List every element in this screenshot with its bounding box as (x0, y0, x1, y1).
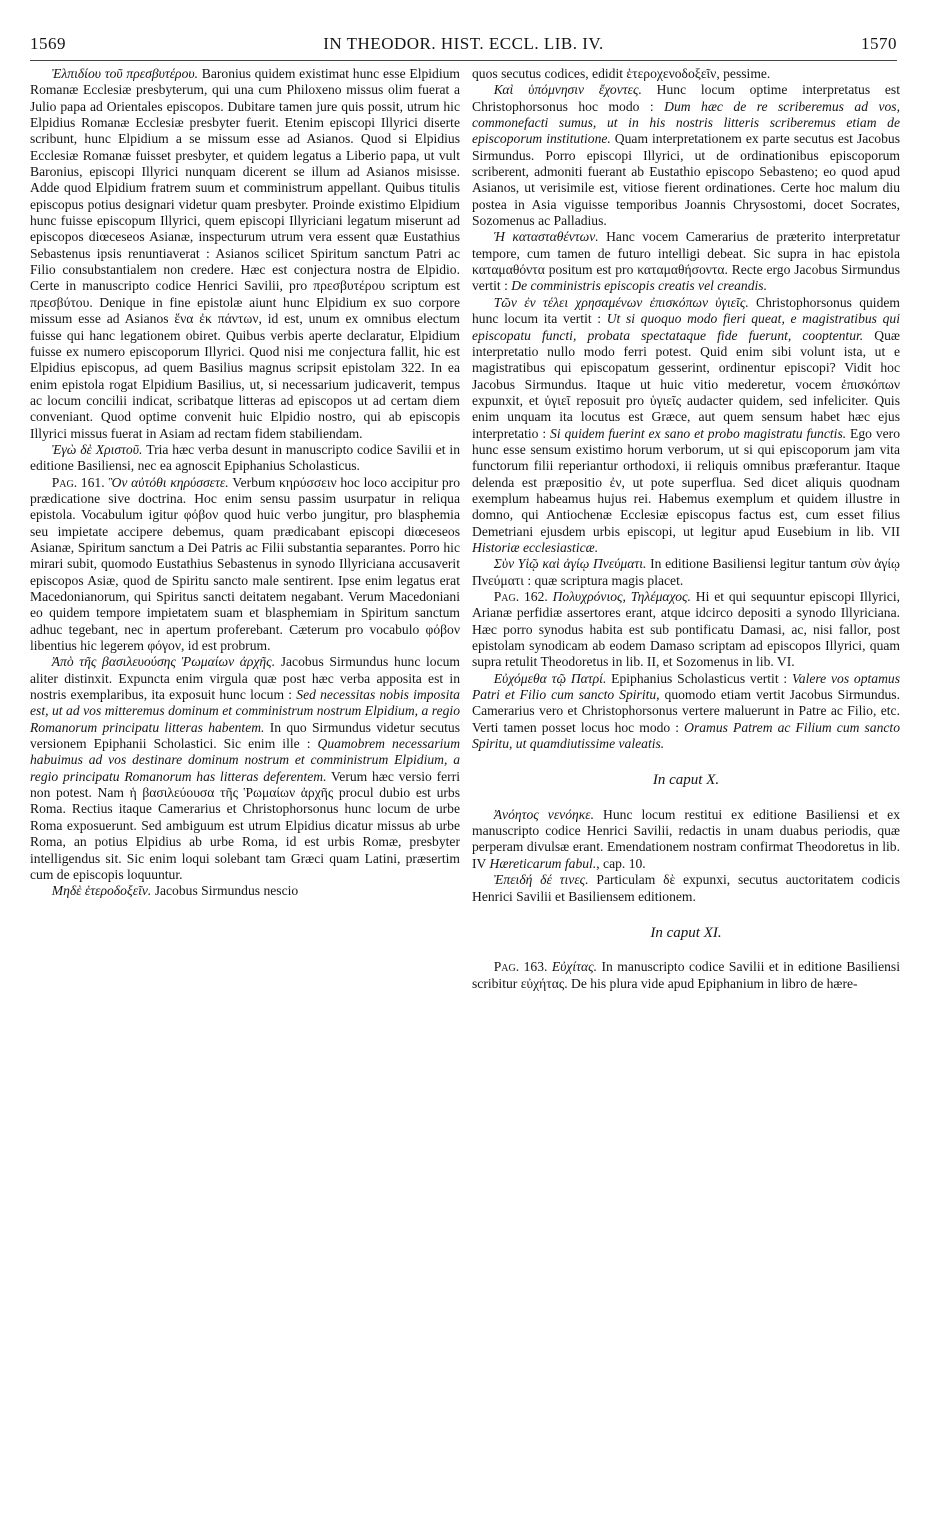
page-ref: Pag. 163. (493, 959, 548, 975)
quoted-translation: Hæreticarum fabul. (489, 855, 597, 871)
note-text: In manuscripto codice Savilii et in editione Basiliensi scribitur εὐχήτας. De his plura vide apud Epiphanium in libro de hære- (472, 959, 900, 991)
greek-lemma: Καὶ ὑπόμνησιν ἔχοντες. (493, 82, 642, 98)
quoted-translation: De comministris episcopis creatis vel creandis. (511, 278, 767, 294)
greek-lemma: Σὺν Υἱῷ καὶ ἁγίῳ Πνεύματι. (493, 556, 647, 572)
note-paragraph (472, 295, 900, 557)
note-text: In editione Basiliensi legitur tantum σὺν ἁγίῳ Πνεύματι : quæ scriptura magis placet. (472, 556, 900, 588)
quoted-translation: Oramus Patrem ac Filium cum sancto Spiritu, ut quamdiutissime valeatis. (472, 719, 900, 752)
greek-lemma: Μηδὲ ἑτεροδοξεῖν. (51, 883, 152, 899)
greek-lemma: Ἐλπιδίου τοῦ πρεσβυτέρου. (51, 66, 199, 81)
note-paragraph (472, 872, 900, 905)
note-paragraph (472, 556, 900, 589)
page-ref: Pag. 162. (493, 589, 548, 604)
note-text: Quæ interpretatio nullo modo ferri potest. Quid enim sibi volunt ista, ut e magistratibus qui episcopatum gesserint, ordinentur episcopi? Vidit hoc Jacobus Sirmundus. Itaque ut huic vitio mederetur, vocem ἐπισκόπων expunxit, et ὑγιεῖ reposuit pro ὑγιεῖς audacter quidem, sed infeliciter. Quis enim unquam ita locutus est Græce, aut quem sensum habet hæc ejus interpretatio : (472, 327, 900, 441)
running-title: IN THEODOR. HIST. ECCL. LIB. IV. (323, 34, 604, 53)
note-text: quomodo etiam vertit Jacobus Sirmundus. Camerarius vero et Christophorsonus vertere maluerunt in Patre ac Filio, etc. Verti tamen posset locus hoc modo : (472, 687, 900, 735)
note-text: , cap. 10. (596, 855, 646, 871)
greek-lemma: Ἐπειδή δέ τινες. (493, 872, 589, 888)
quoted-translation: Sed necessitas nobis imposita est, ut ad vos mitteremus dominum et comministrum nostrum Elpidium, a regio Romanorum principatu litteras habentem. (30, 687, 460, 735)
note-paragraph (30, 475, 460, 655)
quoted-translation: Si quidem fuerint ex sano et probo magistratu functis. (550, 425, 847, 441)
note-paragraph (30, 883, 460, 899)
quoted-translation: Valere vos optamus Patri et Filio cum sancto Spiritu, (472, 670, 901, 703)
greek-lemma: Εὐχόμεθα τῷ Πατρί. (493, 670, 607, 686)
note-text: Ego vero hunc esse sensum existimo horum verborum, ut si qui episcoporum jam vita functorum filii reperiantur orthodoxi, ii reliquis omnibus præferantur. Itaque delenda est præpositio ἐν, ut pote superflua. Sed dicet aliquis quodnam exemplum habeamus hujus rei. Habemus exemplum et quidem illustre in domno, qui Antiochenæ Ecclesiæ episcopus factus est, cum esset filius Demetriani ejusdem urbis episcopi, ut legitur apud Eusebium in lib. VII (472, 425, 900, 539)
quoted-translation: Quamobrem necessarium habuimus ad vos destinare dominum nostrum et comministrum Elpidium, a regio principatu Romanorum has litteras deferentem. (30, 736, 461, 784)
note-text: Jacobus Sirmundus nescio (151, 883, 299, 899)
note-paragraph (472, 959, 900, 992)
note-paragraph (472, 589, 900, 671)
note-paragraph (30, 66, 460, 442)
note-text: Verum hæc versio ferri non potest. Nam ἡ βασιλεύουσα τῆς Ῥωμαίων ἀρχῆς procul dubio est urbs Roma. Rectius itaque Camerarius et Christophorsonus hunc locum de urbe Roma exposuerunt. Sed ambiguum est utrum Elpidius dicatur missus ab urbe Roma, an potius Elpidius ab urbe Roma, id est urbis Romæ, presbyter intelligendus sit. Sic enim loqui solebant tam Græci quam Latini, præsertim cum de episcopis loquuntur. (30, 768, 460, 882)
greek-lemma: Ὃν αὐτόθι κηρύσσετε. (104, 474, 229, 490)
note-text: quos secutus codices, edidit ἑτεροχενοδοξεῖν, pessime. (472, 66, 771, 81)
right-column (472, 66, 900, 992)
note-text: Hanc vocem Camerarius de præterito interpretatur tempore, cum tamen de futuro intelligi debeat. Sic supra in hac epistola καταμαθόντα positum est pro καταμαθήσοντα. Recte ergo Jacobus Sirmundus vertit : (472, 229, 900, 294)
note-paragraph (472, 66, 900, 82)
chapter-heading: In caput XI. (650, 924, 722, 941)
note-text: Particulam δὲ expunxi, secutus auctoritatem codicis Henrici Savilii et Basiliensem editionem. (472, 872, 900, 904)
chapter-heading: In caput X. (652, 772, 720, 789)
note-paragraph (472, 671, 900, 753)
page-number-left: 1569 (30, 34, 66, 53)
note-text: Hunc locum optime interpretatus est Christophorsonus hoc modo : (472, 82, 900, 114)
note-text: In quo Sirmundus videtur secutus versionem Epiphanii Scholastici. Sic enim ille : (30, 719, 460, 752)
note-text: Epiphanius Scholasticus vertit : (606, 670, 792, 686)
note-text: Baronius quidem existimat hunc esse Elpidium Romanæ Ecclesiæ presbyterum, qui una cum Philoxeno missus olim fuerat a Julio papa ad Orientales episcopos. Dubitare tamen jure quis possit, utrum hic Elpidius Romanæ Ecclesiæ presbyter fuerit. Etenim episcopi Illyrici diserte scribunt, hunc Elpidium a se missum esse ad Asianos. Quod si Elpidius Ecclesiæ Romanæ fuisset presbyter, et quidem legatus a Liberio papa, ut vult Baronius, episcopi Illyrici nunquam dicerent se illum ad Asianos misisse. Adde quod Elpidium fratrem suum et comministrum appellant. Quibus titulis episcopus potius designari videtur quam presbyter. Proinde existimo Elpidium hunc fuisse episcopum Illyrici, quem episcopi Illyriciani legatum miserunt ad episcopos diœceseos Asianæ, inspecturum utrum vera essent quæ Eustathius Sebastenus ipsis renuntiaverat : Asianos scilicet Spiritum sanctum Patri ac Filio consubstantialem non credere. Hæc est conjectura nostra de Elpidio. Certe in manuscripto codice Henrici Savilii, pro πρεσβυτέρου scriptum est πρεσβύτου. Denique in fine epistolæ aiunt hunc Elpidium ex suo corpore missum esse ad Asianos ἕνα ἐκ πάντων, id est, unum ex omnibus electum fuisse qui hanc legationem obiret. Quibus verbis aperte declaratur, Elpidium fuisse ex numero episcoporum Illyrici. Quod nisi me conjectura fallit, hic est Elpidius episcopus, ad quem Basilius magnus scripsit epistolam 322. In ea enim epistola rogat Elpidium Basilius, ut, si necessarium judicaverit, tempus ac locum concilii indicat, scribatque litteras ad episcopos ut ad certam diem conveniant. Quod optime convenit huic Elpidio nostro, qui ab episcopis Illyrici missus fuerat in Asiam ad rectam fidem stabiliendam. (30, 66, 460, 441)
note-paragraph (472, 229, 900, 294)
note-paragraph (472, 82, 900, 229)
note-text: Christophorsonus quidem hunc locum ita vertit : (472, 294, 900, 327)
note-text: Hi et qui sequuntur episcopi Illyrici, Arianæ perfidiæ assertores erant, atque idcirco depositi a synodo Illyriciana. Hæc porro synodus habita est sub pontificatu Damasi, ac, nisi fallor, post epistolam synodicam ab eodem Damaso scriptam ad episcopos Illyrici, quam supra retulit Theodoretus in lib. II, et Sozomenus in lib. VI. (472, 589, 900, 670)
note-text: Hunc locum restitui ex editione Basiliensi et ex manuscripto codice Henrici Savilii, redactis in unam duabus periodis, quæ perperam divulsæ erant. Emendationem nostram confirmat Theodoretus in lib. IV (472, 806, 900, 871)
note-paragraph (30, 654, 460, 883)
greek-lemma: Ἀνόητος νενόηκε. (493, 806, 595, 822)
note-paragraph (472, 807, 900, 872)
page-ref: Pag. 161. (51, 474, 105, 490)
quoted-translation: Ut si quoquo modo fieri queat, e magistratibus qui episcopatu functi, probata spectataque fide fuerunt, cooptentur. (472, 311, 900, 343)
quoted-translation: Dum hæc de re scriberemus ad vos, commonefacti sumus, ut in his nostris litteris scriberemus etiam de episcoporum institutione. (472, 98, 900, 147)
note-text: Tria hæc verba desunt in manuscripto codice Savilii et in editione Basiliensi, nec ea agnoscit Epiphanius Scholasticus. (30, 441, 460, 474)
greek-lemma: Πολυχρόνιος, Τηλέμαχος. (547, 589, 691, 604)
greek-lemma: Ἀπὸ τῆς βασιλευούσης Ῥωμαίων ἀρχῆς. (51, 654, 276, 670)
greek-lemma: Ἡ κατασταθέντων. (493, 229, 599, 245)
quoted-translation: Historiæ ecclesiasticæ. (472, 539, 599, 555)
note-paragraph (30, 442, 460, 475)
left-column (30, 66, 460, 900)
header-rule (30, 60, 897, 61)
greek-lemma: Ἐγὼ δὲ Χριστοῦ. (51, 441, 143, 457)
greek-lemma: Τῶν ἐν τέλει χρησαμένων ἐπισκόπων ὑγιεῖς. (493, 294, 749, 310)
greek-lemma: Εὐχίτας. (547, 959, 598, 975)
note-text: Verbum κηρύσσειν hoc loco accipitur pro prædicatione sive doctrina. Hoc enim sensu passim usurpatur in reliqua epistola. Vocabulum igitur φόβον quod huic verbo jungitur, pro blasphemia seu impietate accipere debemus, quam prædicabant episcopi diœceseos Asianæ, Spiritum sanctum a Dei Patris ac Filii substantia separantes. Porro hic mirari subit, quomodo Eustathius Sebastenus in synodo Illyriciana accusaverit episcopos Asiæ, quod de Spiritu sancto male sentirent. Ipse enim legatus erat Macedonianorum, qui Spiritus sancti deitatem negabant. Verum Macedoniani eo quidem tempore impietatem suam et blasphemiam in Spiritum sanctum adhuc tegebant, nec in apertum proferebant. Cæterum pro vocabulo φόβον libentius hic legerem φόγον, id est probrum. (30, 474, 461, 654)
page-number-right: 1570 (861, 34, 897, 53)
page-header (30, 34, 897, 60)
note-text: Jacobus Sirmundus hunc locum aliter distinxit. Expuncta enim virgula quæ post hæc verba apposita est in nostris exemplaribus, ita exposuit hunc locum : (30, 654, 460, 703)
note-text: Quam interpretationem ex parte secutus est Jacobus Sirmundus. Porro episcopi Illyrici, ut de ordinationibus episcoporum scriberent, admoniti fuerant ab Eustathio episcopo Sebasteno; eo quod apud Asianos, ut verisimile est, vitiose fierent ordinationes. Certe hoc malum diu postea in Asia viguisse temporibus Joannis Chrysostomi, docet Socrates, Sozomenus ac Palladius. (472, 131, 900, 229)
